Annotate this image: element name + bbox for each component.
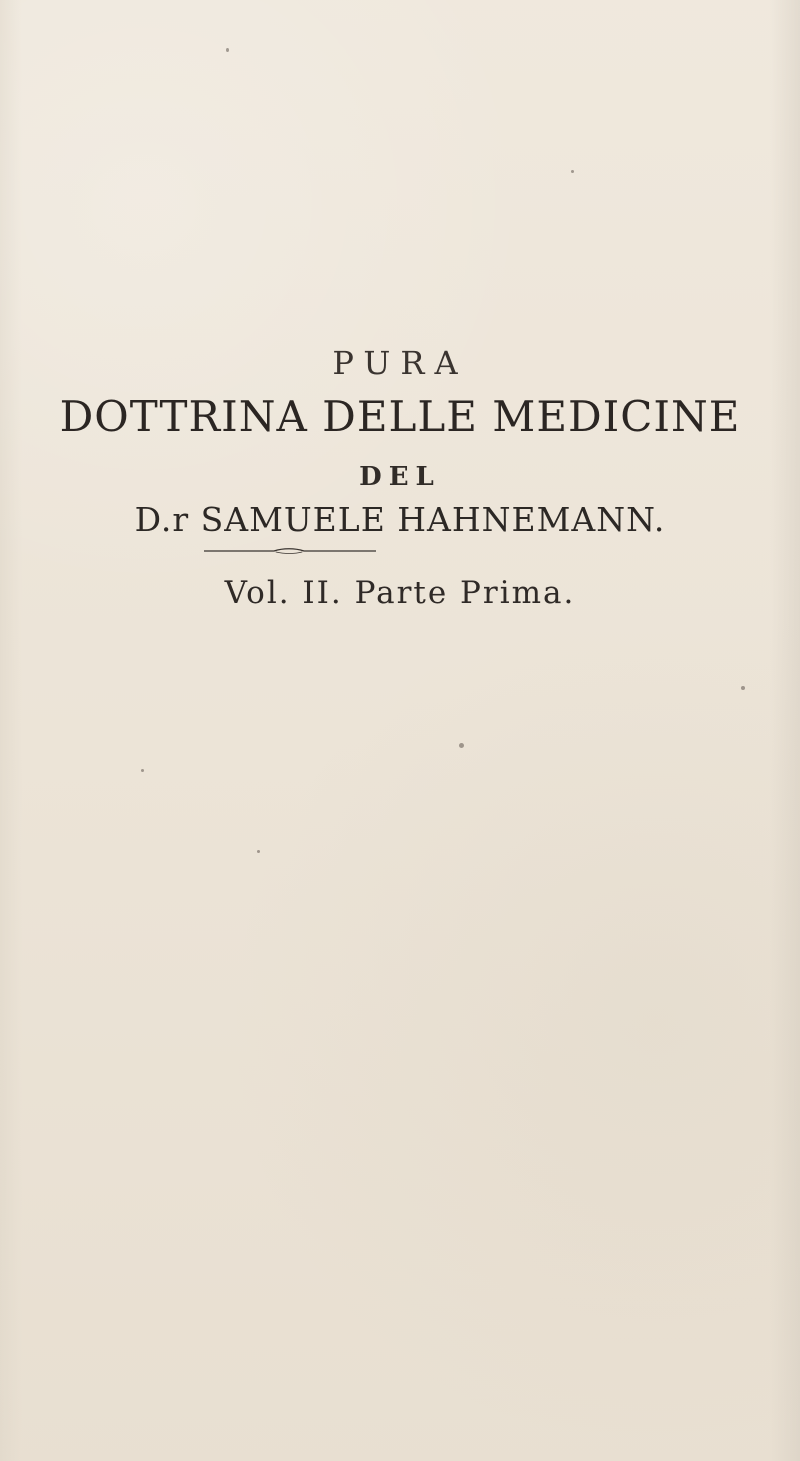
paper-speck [226,48,229,52]
title-pura: PURA [332,344,468,382]
title-del: DEL [359,462,441,492]
paper-speck [741,686,745,690]
title-volume: Vol. II. Parte Prima. [224,575,576,611]
ornamental-rule [204,547,376,555]
paper-speck [571,170,574,173]
paper-speck [141,769,144,772]
title-author: D.r SAMUELE HAHNEMANN. [134,500,666,539]
paper-speck [257,850,260,853]
paper-speck [459,743,464,748]
title-dottrina-delle-medicine: DOTTRINA DELLE MEDICINE [59,392,741,441]
